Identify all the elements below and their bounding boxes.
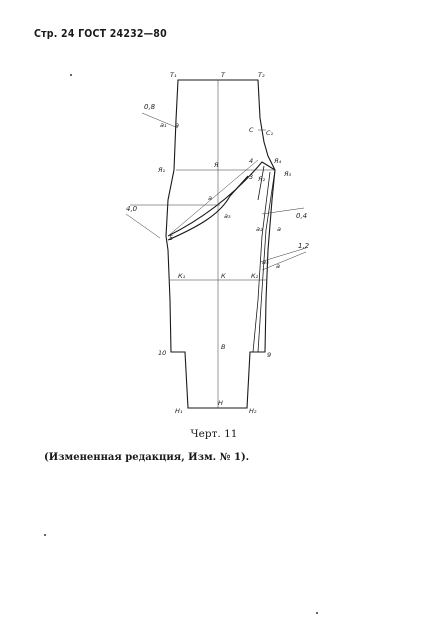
label-b: В [221, 343, 226, 351]
label-k1: К₁ [178, 272, 186, 280]
label-3: 3 [249, 173, 254, 181]
label-ya2: Я₂ [258, 175, 266, 183]
label-h1: Н₁ [175, 407, 183, 415]
label-10: 10 [158, 349, 167, 357]
label-c: С [249, 126, 254, 134]
label-t2: Т₂ [258, 71, 265, 79]
label-k: К [221, 272, 226, 280]
pattern-outline [166, 80, 275, 408]
stray-mark [316, 612, 318, 614]
label-4: 4 [249, 157, 254, 165]
label-a-top: а [175, 121, 179, 129]
label-k2: К₂ [251, 272, 259, 280]
label-a-low: а [276, 262, 280, 270]
label-t: Т [221, 71, 225, 79]
label-ya4: Я₄ [274, 157, 282, 165]
label-dim-12: 1,2 [298, 242, 310, 250]
label-a-mid: а [208, 194, 212, 202]
stray-mark [44, 534, 46, 536]
label-t1: Т₁ [170, 71, 177, 79]
seat-diagonal [168, 160, 258, 236]
label-dim-04: 0,4 [296, 212, 308, 220]
label-h: Н [218, 399, 223, 407]
figure-caption: Черт. 11 [190, 428, 238, 440]
front-curve [168, 176, 248, 240]
label-c1: С₁ [266, 129, 274, 137]
label-9: 9 [267, 351, 272, 359]
label-a3: а₃ [224, 212, 231, 220]
amendment-note: (Измененная редакция, Изм. № 1). [44, 452, 250, 463]
label-a4: а₄ [262, 258, 269, 266]
label-dim-40: 4,0 [126, 205, 138, 213]
page-header: Стр. 24 ГОСТ 24232—80 [34, 28, 167, 40]
dim-40-leader [126, 214, 160, 238]
label-ya3: Я₃ [284, 170, 292, 178]
label-ya1: Я₁ [158, 166, 166, 174]
label-h2: Н₂ [249, 407, 257, 415]
label-a1-top: а₁ [160, 121, 167, 129]
label-a2: а₂ [256, 225, 263, 233]
label-a-right: а [277, 225, 281, 233]
stray-mark [70, 74, 72, 76]
label-ya: Я [214, 161, 219, 169]
side-line-3 [258, 166, 264, 200]
label-5: 5 [169, 234, 174, 242]
label-dim-08: 0,8 [144, 103, 156, 111]
